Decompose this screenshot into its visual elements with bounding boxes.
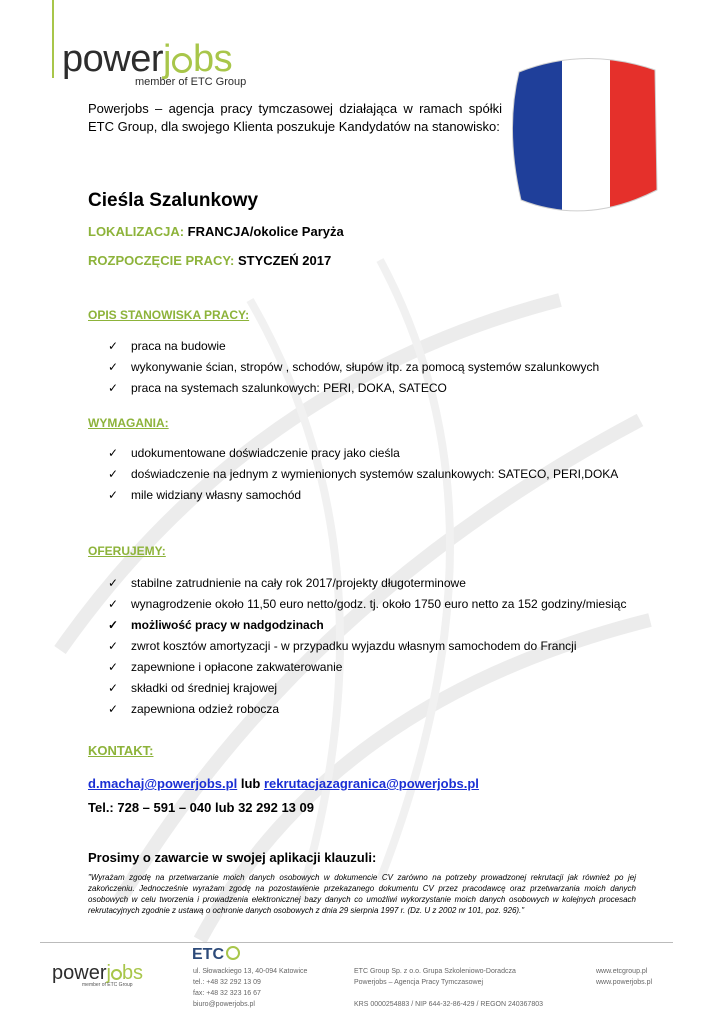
checkmark-icon: ✓ — [108, 467, 119, 481]
etc-swirl-icon — [226, 946, 240, 960]
footer-spacer — [354, 988, 543, 999]
contact-emails — [88, 776, 479, 791]
job-title: Cieśla Szalunkowy — [88, 190, 259, 211]
checkmark-icon: ✓ — [108, 597, 119, 611]
list-item: ✓ doświadczenie na jednym z wymienionych systemów szalunkowych: SATECO, PERI,DOKA — [108, 467, 619, 481]
footer-logo-tagline: member of ETC Group — [82, 982, 133, 988]
list-item: ✓ składki od średniej krajowej — [108, 681, 278, 695]
clause-text: "Wyrażam zgodę na przetwarzanie moich danych osobowych w dokumencie CV zarówno na potrzeby prowadzonej rekrutacji jak również po jej zakończeniu. Jednocześnie wyrażam zgodę na pozostawienie przekazanego dokumentu CV przez pracodawcę oraz przetwarzania moich danych osobowych w celu tworzenia i prowadzenia elektronicznej bazy danych co umożliwi wykorzystanie moich danych osobowych w kolejnych procesach rekrutacyjnych zgodnie z ustawą o ochronie danych osobowych z dnia 29 sierpnia 1997 r. (Dz. U z 2002 nr 101, poz. 926)." — [88, 873, 636, 915]
checkmark-icon: ✓ — [108, 702, 119, 716]
checkmark-icon: ✓ — [108, 488, 119, 502]
logo-tagline: member of ETC Group — [135, 76, 247, 88]
footer-website-powerjobs[interactable]: www.powerjobs.pl — [596, 979, 653, 986]
checkmark-icon: ✓ — [108, 339, 119, 353]
checkmark-icon: ✓ — [108, 576, 119, 590]
logo-globe-icon — [172, 53, 192, 73]
list-item: ✓ zwrot kosztów amortyzacji - w przypadku wyjazdu własnym samochodem do Francji — [108, 639, 577, 653]
checkmark-icon: ✓ — [108, 381, 119, 395]
intro-paragraph: Powerjobs – agencja pracy tymczasowej działająca w ramach spółki ETC Group, dla swojego Klienta poszukuje Kandydatów na stanowisko: — [88, 101, 502, 134]
list-item: ✓ praca na budowie — [108, 339, 226, 353]
footer-agency-name: Powerjobs – Agencja Pracy Tymczasowej — [354, 979, 484, 986]
contact-phone: Tel.: 728 – 591 – 040 lub 32 292 13 09 — [88, 800, 314, 815]
list-item: ✓ zapewniona odzież robocza — [108, 702, 280, 716]
requirements-list — [108, 445, 618, 508]
footer-registration: KRS 0000254883 / NIP 644-32-86-429 / REGON 240367803 — [354, 1001, 543, 1008]
list-item: ✓ praca na systemach szalunkowych: PERI, DOKA, SATECO — [108, 381, 447, 395]
footer-company-name: ETC Group Sp. z o.o. Grupa Szkoleniowo-Doradcza — [354, 968, 516, 975]
france-flag-globe-icon — [507, 40, 663, 216]
footer-phone: tel.: +48 32 292 13 09 — [193, 979, 261, 986]
section-heading-contact: KONTAKT: — [88, 743, 154, 758]
email-link-secondary[interactable]: rekrutacjazagranica@powerjobs.pl — [263, 776, 479, 791]
footer-powerjobs-logo: powerj bs — [52, 962, 144, 984]
offer-list — [108, 575, 626, 722]
list-item: ✓ zapewnione i opłacone zakwaterowanie — [108, 660, 343, 674]
location-line: LOKALIZACJA: FRANCJA/okolice Paryża — [88, 224, 344, 239]
checkmark-icon: ✓ — [108, 360, 119, 374]
checkmark-icon: ✓ — [108, 660, 119, 674]
email-link-primary[interactable]: d.machaj@powerjobs.pl — [88, 776, 238, 791]
footer-fax: fax: +48 32 323 16 67 — [193, 990, 261, 997]
footer-divider — [40, 942, 673, 943]
footer-email[interactable]: biuro@powerjobs.pl — [193, 1001, 255, 1008]
start-date-line: ROZPOCZĘCIE PRACY: STYCZEŃ 2017 — [88, 253, 332, 268]
list-item: ✓ możliwość pracy w nadgodzinach — [108, 618, 324, 632]
section-heading-offer: OFERUJEMY: — [88, 544, 166, 558]
section-heading-requirements: WYMAGANIA: — [88, 416, 169, 430]
description-list — [108, 338, 599, 401]
footer-website-etc[interactable]: www.etcgroup.pl — [596, 968, 648, 975]
footer-logo-globe-icon — [111, 969, 122, 980]
checkmark-icon: ✓ — [108, 639, 119, 653]
list-item: ✓ udokumentowane doświadczenie pracy jako cieśla — [108, 446, 400, 460]
section-heading-description: OPIS STANOWISKA PRACY: — [88, 308, 250, 322]
footer-address-block — [193, 966, 307, 1010]
etc-group-logo: ETC — [192, 946, 240, 964]
or-text: lub — [240, 776, 261, 791]
powerjobs-logo: powerj bs — [62, 38, 233, 80]
list-item: ✓ wykonywanie ścian, stropów , schodów, słupów itp. za pomocą systemów szalunkowych — [108, 360, 600, 374]
footer-company-block — [354, 966, 543, 1010]
footer-address: ul. Słowackiego 13, 40-094 Katowice — [193, 968, 308, 975]
checkmark-icon: ✓ — [108, 681, 119, 695]
list-item: ✓ stabilne zatrudnienie na cały rok 2017/projekty długoterminowe — [108, 576, 466, 590]
header-accent-line — [52, 0, 54, 78]
clause-heading: Prosimy o zawarcie w swojej aplikacji klauzuli: — [88, 850, 377, 865]
list-item: ✓ wynagrodzenie około 11,50 euro netto/godz. tj. około 1750 euro netto za 152 godziny/miesiąc — [108, 597, 627, 611]
checkmark-icon: ✓ — [108, 618, 119, 632]
list-item: ✓ mile widziany własny samochód — [108, 488, 302, 502]
footer-web-block — [596, 966, 652, 988]
checkmark-icon: ✓ — [108, 446, 119, 460]
